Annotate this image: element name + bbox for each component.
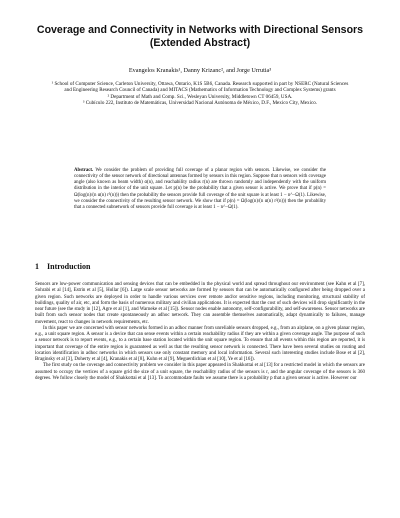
paragraph: The first study on the coverage and connectivity problem we consider in this paper appeared in Shakkottai et al [13] for a restricted model in which the sensors are assumed to occupy the vertices of a square grid the size of a unit square, the reachability radius of the sensors is r, and the angular coverage of the sensors is 360 degrees. We follow closely the model of Shakkottai et al [13]. To accommodate faults we assume there is a probability p that a given sensor is active. However our — [35, 363, 365, 381]
section-body — [35, 282, 365, 382]
section-title: Introduction — [47, 262, 91, 271]
author-list: Evangelos Kranakis¹, Danny Krizanc², and Jorge Urrutia³ — [128, 67, 272, 74]
abstract-text: We consider the problem of providing full coverage of a planar region with sensors. Likewise, we consider the connectivity of the sensor network of directional antennas formed by sensors in this region. Suppose that n sensors with coverage angle (also known as beam width) α(n), and reachability radius r(n) are thrown randomly and independently with the uniform distribution in the interior of the unit square. Let p(n) be the probability that a given sensor is active. We prove that if p(n) = Ω(log(n)/(n α(n) r²(n))) then the probability the sensors provide full coverage of the unit square is at least 1 − n^−Ω(1). Likewise, we consider the connectivity of the resulting sensor network. We show that if p(n) = Ω(log(n)/(n α(n) r²(n))) then the probability that a connected subnetwork of sensors provide full coverage is at least 1 − n^−Ω(1). — [74, 168, 327, 210]
abstract-label: Abstract. — [74, 168, 94, 173]
section-number: 1 — [35, 262, 39, 271]
paper-title: Coverage and Connectivity in Networks with Directional Sensors (Extended Abstract) — [36, 24, 364, 49]
abstract — [74, 168, 326, 211]
affiliations — [50, 81, 350, 106]
affiliation-1: ¹ School of Computer Science, Carleton University, Ottawa, Ontario, K1S 5B6, Canada. Research supported in part by NSERC (Natural Sciences and Engineering Research Council of Canada) and MITACS (Mathematics of Information Technology and Complex Systems) grants — [51, 81, 349, 94]
section-heading — [35, 262, 90, 271]
affiliation-3: ³ Cubículo 222, Instituto de Matemáticas, Universidad Nacional Autónoma de México, D.F., Mexico City, Mexico. — [82, 99, 318, 106]
paragraph: Sensors are low-power communication and sensing devices that can be embedded in the physical world and spread throughout our environment (see Kahn et al [7], Sohrabi et al [14], Estrin et al [5], Hollar [6]). Large scale sensor networks are formed by sensors that can be automatically configured after being dropped over a given region. Such networks are deployed in order to handle various services over remote and/or sensitive regions, including monitoring, structural stability of buildings, quality of air, etc, and form the basis of numerous military and civilian applications. It is expected that the cost of such devices will drop significantly in the near future (see the study in [12], Agre et al [1], and Warneke et al [15]). Sensor nodes enable autonomy, self-configurability, and self-awareness. Sensor networks are built from such sensor nodes that create spontaneously an adhoc network. They can assemble themselves automatically, adapt dynamically to failures, manage movement, react to changes in network requirements, etc. — [35, 282, 365, 325]
paragraph: In this paper we are concerned with sensor networks formed in an adhoc manner from unreliable sensors dropped, e.g., from an airplane, on a given planar region, e.g., a unit square region. A sensor is a device that can sense events within a certain reachability radius if they are within a given coverage angle. The purpose of such a sensor network is to report events, e.g., to a certain base station located within the unit square region. To ensure that all events within this region are reported, it is important that coverage of the entire region is guaranteed as well as that the resulting sensor network is connected. There have been several studies on routing and location identification in adhoc networks in which sensors use only constant memory and local information. Several such interesting studies include Bose et al [2], Braginsky et al [3], Doherty et al [4], Kranakis et al [8], Kuhn et al [9], Meguerdichian et al [10], Ye et al [16]). — [35, 325, 365, 362]
affiliation-2: ² Department of Math and Comp. Sci., Wesleyan University, Middletown CT 06459, USA. — [107, 93, 293, 100]
